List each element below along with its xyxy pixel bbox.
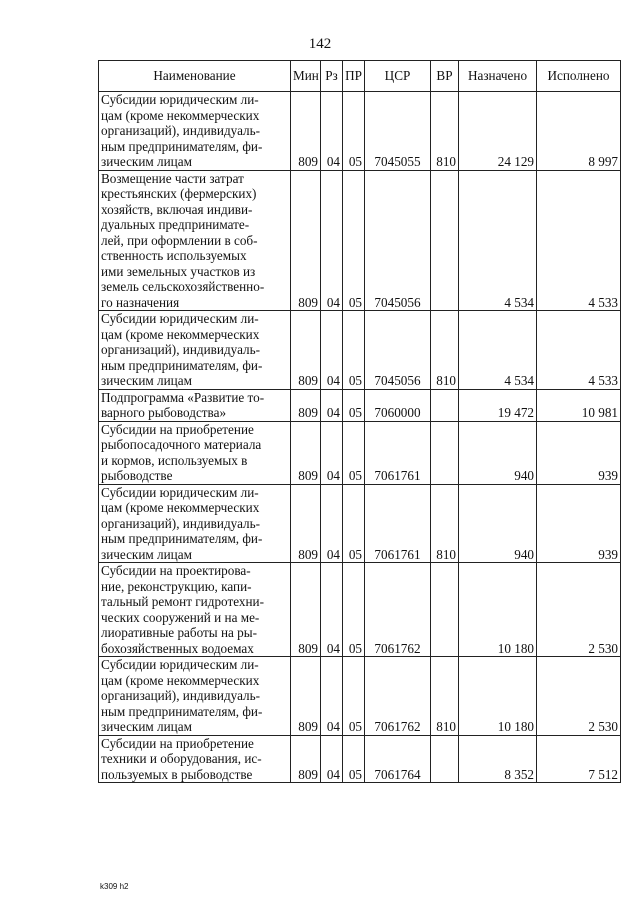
header-vr: ВР (431, 61, 459, 92)
name-line: зическим лицам (101, 373, 192, 388)
header-executed: Исполнено (537, 61, 621, 92)
name-line: и кормов, используемых в (101, 452, 248, 468)
name-line: организаций), индивидуаль- (101, 688, 261, 703)
cell-vr: 810 (431, 311, 459, 390)
name-line: техники и оборудования, ис- (101, 751, 262, 766)
name-line: ческих сооружений и на ме- (101, 609, 260, 625)
name-line: Субсидии на проектирова- (101, 563, 251, 578)
cell-rz: 04 (321, 421, 343, 484)
header-rz: Рз (321, 61, 343, 92)
cell-assigned: 940 (459, 421, 537, 484)
header-assigned: Назначено (459, 61, 537, 92)
cell-executed: 7 512 (537, 735, 621, 783)
cell-pr: 05 (343, 389, 365, 421)
cell-assigned: 10 180 (459, 657, 537, 736)
cell-csr: 7060000 (365, 389, 431, 421)
cell-csr: 7045055 (365, 92, 431, 171)
cell-min: 809 (291, 484, 321, 563)
cell-name (99, 421, 291, 484)
cell-csr: 7045056 (365, 311, 431, 390)
cell-vr (431, 563, 459, 657)
cell-min: 809 (291, 657, 321, 736)
cell-csr: 7061762 (365, 563, 431, 657)
name-line: Субсидии юридическим ли- (101, 484, 259, 500)
cell-assigned: 8 352 (459, 735, 537, 783)
table-row (99, 389, 621, 421)
name-line: зическим лицам (101, 154, 192, 169)
cell-vr (431, 389, 459, 421)
cell-vr: 810 (431, 92, 459, 171)
cell-pr: 05 (343, 484, 365, 563)
name-line: Подпрограмма «Развитие то- (101, 389, 265, 405)
cell-min: 809 (291, 92, 321, 171)
name-line: лей, при оформлении в соб- (101, 232, 258, 248)
name-line: организаций), индивидуаль- (101, 123, 261, 138)
table-row (99, 92, 621, 171)
cell-name (99, 735, 291, 783)
cell-pr: 05 (343, 735, 365, 783)
cell-name (99, 657, 291, 736)
cell-name (99, 563, 291, 657)
cell-min: 809 (291, 421, 321, 484)
header-csr: ЦСР (365, 61, 431, 92)
name-line: пользуемых в рыбоводстве (101, 766, 253, 782)
cell-pr: 05 (343, 563, 365, 657)
cell-executed: 10 981 (537, 389, 621, 421)
cell-rz: 04 (321, 657, 343, 736)
cell-vr: 810 (431, 484, 459, 563)
name-line: Субсидии на приобретение (101, 421, 254, 437)
name-line: рыбоводстве (101, 468, 173, 483)
footer-code: k309 h2 (100, 882, 129, 891)
cell-rz: 04 (321, 563, 343, 657)
header-name: Наименование (99, 61, 291, 92)
name-line: ным предпринимателям, фи- (101, 703, 263, 719)
cell-min: 809 (291, 311, 321, 390)
name-line: го назначения (101, 294, 180, 310)
name-line: ным предпринимателям, фи- (101, 357, 263, 373)
cell-name (99, 170, 291, 311)
table-row (99, 170, 621, 311)
cell-executed: 2 530 (537, 563, 621, 657)
cell-assigned: 19 472 (459, 389, 537, 421)
table-row (99, 735, 621, 783)
cell-assigned: 4 534 (459, 170, 537, 311)
cell-rz: 04 (321, 92, 343, 171)
cell-rz: 04 (321, 484, 343, 563)
cell-vr: 810 (431, 657, 459, 736)
name-line: лиоративные работы на ры- (101, 625, 258, 640)
cell-vr (431, 170, 459, 311)
name-line: ным предпринимателям, фи- (101, 138, 263, 154)
cell-vr (431, 735, 459, 783)
table-row (99, 484, 621, 563)
cell-executed: 2 530 (537, 657, 621, 736)
name-line: Субсидии юридическим ли- (101, 657, 259, 672)
name-line: хозяйств, включая индиви- (101, 201, 253, 217)
cell-min: 809 (291, 735, 321, 783)
cell-name (99, 92, 291, 171)
page-number: 142 (308, 36, 332, 52)
name-line: бохозяйственных водоемах (101, 640, 254, 656)
cell-name (99, 389, 291, 421)
name-line: цам (кроме некоммерческих (101, 326, 260, 342)
cell-csr: 7045056 (365, 170, 431, 311)
cell-name (99, 311, 291, 390)
table-row (99, 563, 621, 657)
cell-executed: 4 533 (537, 311, 621, 390)
name-line: ственность используемых (101, 248, 247, 263)
name-line: Субсидии на приобретение (101, 735, 254, 751)
name-line: дуальных предпринимате- (101, 217, 250, 232)
cell-min: 809 (291, 563, 321, 657)
cell-csr: 7061761 (365, 484, 431, 563)
table-header-row (99, 61, 621, 92)
name-line: крестьянских (фермерских) (101, 186, 257, 201)
cell-csr: 7061761 (365, 421, 431, 484)
name-line: зическим лицам (101, 546, 192, 562)
name-line: цам (кроме некоммерческих (101, 500, 260, 515)
cell-rz: 04 (321, 389, 343, 421)
cell-pr: 05 (343, 92, 365, 171)
cell-assigned: 10 180 (459, 563, 537, 657)
name-line: Возмещение части затрат (101, 170, 244, 186)
cell-rz: 04 (321, 170, 343, 311)
cell-executed: 939 (537, 484, 621, 563)
cell-csr: 7061764 (365, 735, 431, 783)
name-line: организаций), индивидуаль- (101, 515, 261, 531)
cell-pr: 05 (343, 311, 365, 390)
cell-min: 809 (291, 389, 321, 421)
cell-executed: 4 533 (537, 170, 621, 311)
cell-rz: 04 (321, 311, 343, 390)
name-line: варного рыбоводства» (101, 405, 227, 420)
name-line: организаций), индивидуаль- (101, 342, 261, 357)
name-line: цам (кроме некоммерческих (101, 107, 260, 123)
cell-name (99, 484, 291, 563)
cell-pr: 05 (343, 657, 365, 736)
cell-executed: 939 (537, 421, 621, 484)
table-row (99, 421, 621, 484)
cell-assigned: 940 (459, 484, 537, 563)
cell-executed: 8 997 (537, 92, 621, 171)
cell-min: 809 (291, 170, 321, 311)
header-pr: ПР (343, 61, 365, 92)
table-row (99, 657, 621, 736)
name-line: ным предпринимателям, фи- (101, 531, 263, 546)
name-line: ими земельных участков из (101, 263, 256, 279)
name-line: Субсидии юридическим ли- (101, 311, 259, 326)
cell-pr: 05 (343, 421, 365, 484)
header-min: Мин (291, 61, 321, 92)
cell-assigned: 4 534 (459, 311, 537, 390)
cell-pr: 05 (343, 170, 365, 311)
cell-rz: 04 (321, 735, 343, 783)
table-row (99, 311, 621, 390)
name-line: Субсидии юридическим ли- (101, 92, 259, 107)
name-line: ние, реконструкцию, капи- (101, 578, 252, 594)
cell-vr (431, 421, 459, 484)
name-line: земель сельскохозяйственно- (101, 279, 265, 294)
cell-assigned: 24 129 (459, 92, 537, 171)
name-line: рыбопосадочного материала (101, 437, 262, 452)
name-line: цам (кроме некоммерческих (101, 672, 260, 688)
cell-csr: 7061762 (365, 657, 431, 736)
name-line: зическим лицам (101, 719, 192, 734)
budget-table (98, 60, 621, 783)
name-line: тальный ремонт гидротехни- (101, 594, 264, 609)
